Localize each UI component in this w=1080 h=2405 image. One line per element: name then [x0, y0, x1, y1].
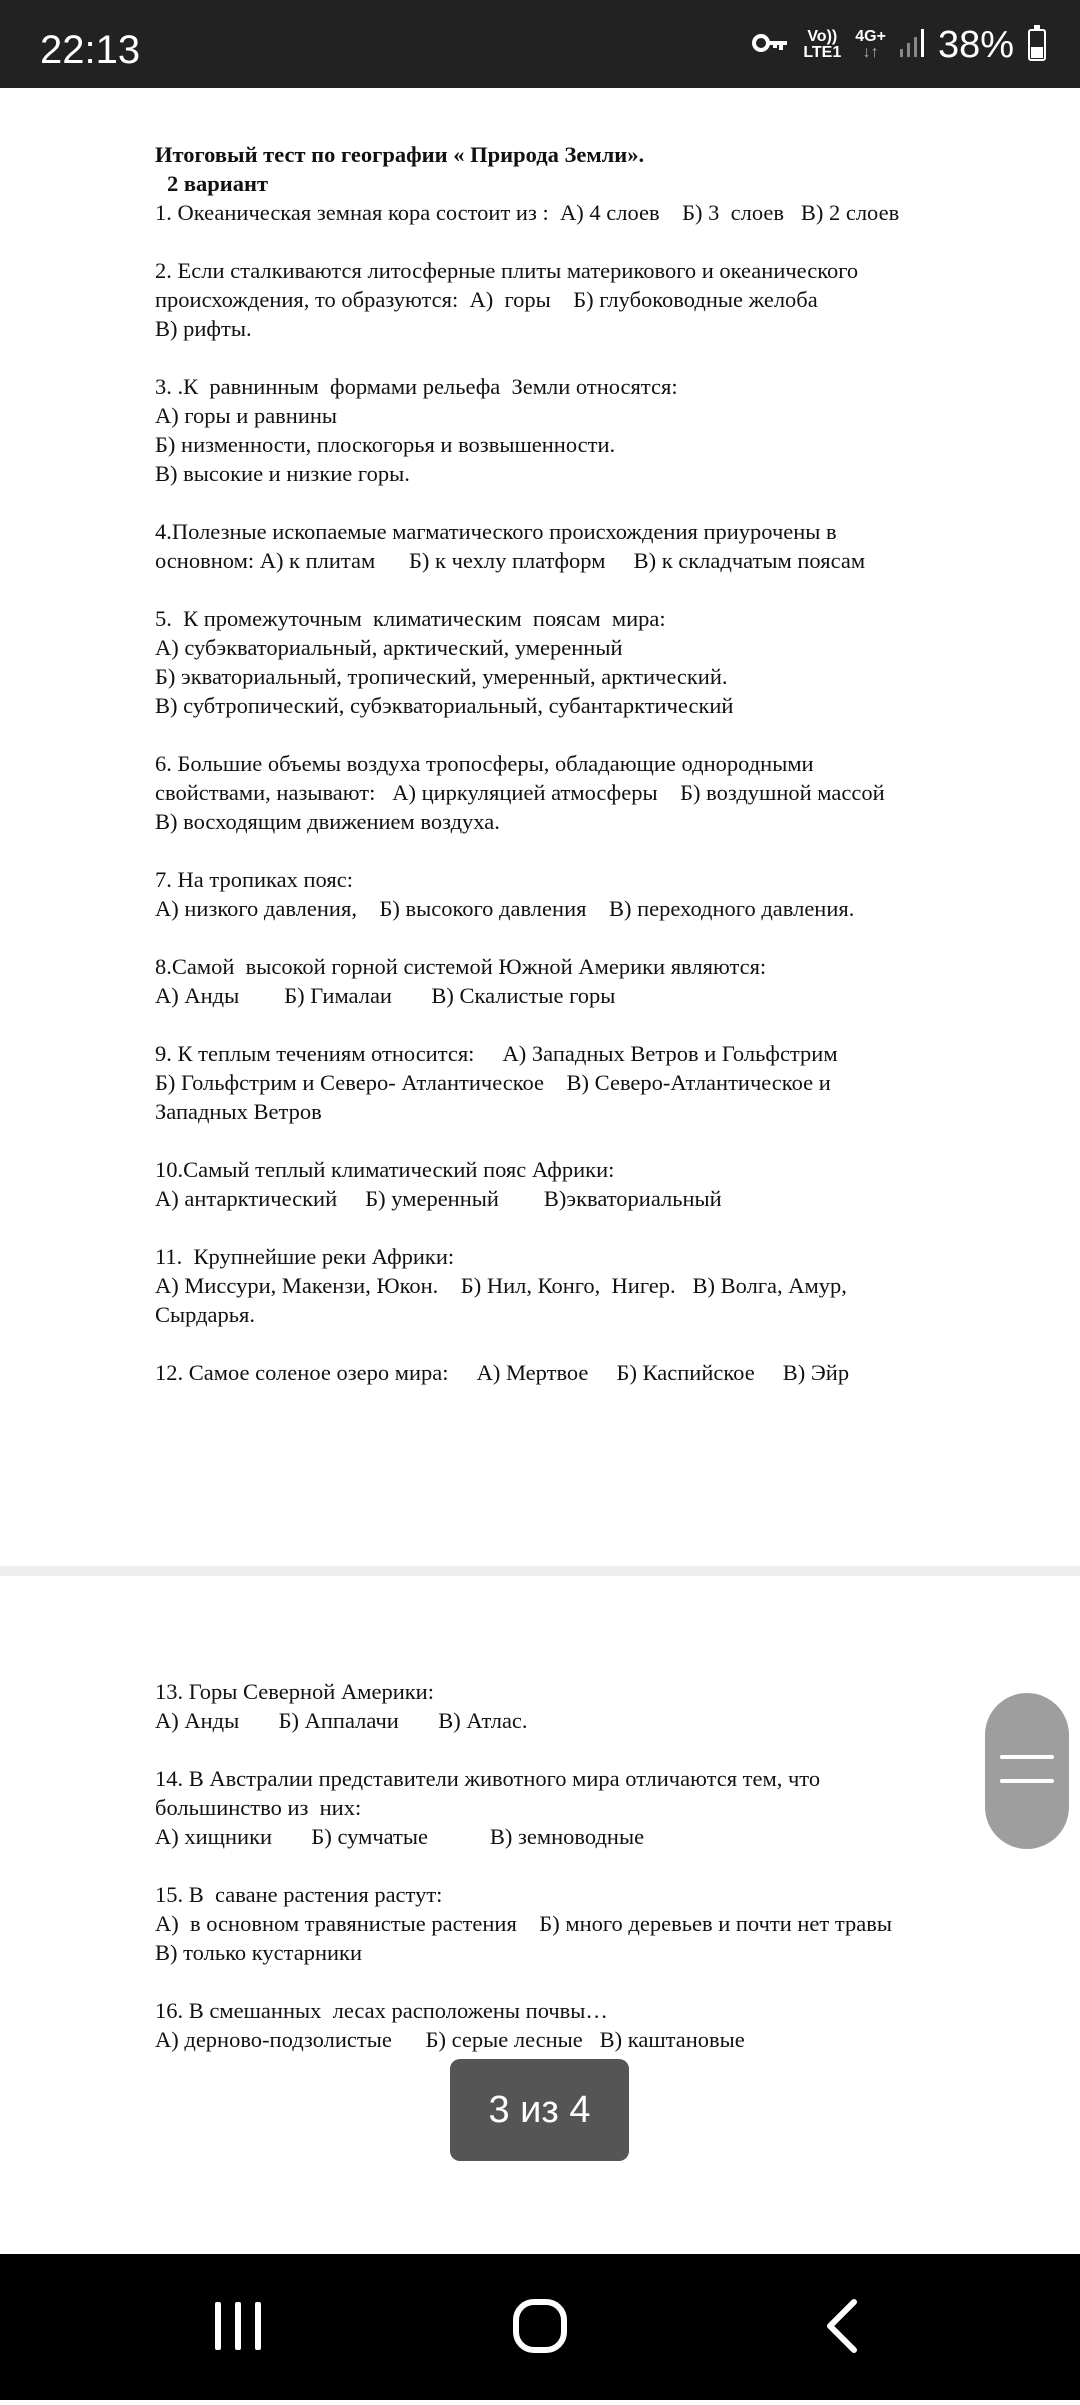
status-icons — [751, 20, 1046, 70]
page-1-content — [155, 140, 1015, 1416]
question-line: А) в основном травянистые растения Б) много деревьев и почти нет травы — [155, 1911, 892, 1936]
question-block — [155, 1242, 1015, 1329]
question-block — [155, 749, 1015, 836]
scroll-handle-line — [1000, 1755, 1054, 1759]
question-line: 3. .К равнинным формами рельефа Земли относятся: — [155, 374, 678, 399]
home-icon — [440, 2254, 640, 2400]
question-block — [155, 198, 1015, 227]
question-line: большинство из них: — [155, 1795, 362, 1820]
battery-icon — [1028, 29, 1046, 61]
question-line: 6. Большие объемы воздуха тропосферы, обладающие однородными — [155, 751, 814, 776]
question-block — [155, 1358, 1015, 1387]
question-line: Сырдарья. — [155, 1302, 255, 1327]
question-line: Западных Ветров — [155, 1099, 322, 1124]
page-indicator: 3 из 4 — [450, 2059, 629, 2161]
question-line: 10.Самый теплый климатический пояс Африки: — [155, 1157, 615, 1182]
network-type: 4G+ ↓↑ — [855, 28, 886, 61]
question-block — [155, 372, 1015, 488]
question-line: В) субтропический, субэкваториальный, субантарктический — [155, 693, 734, 718]
question-line: В) рифты. — [155, 316, 252, 341]
question-line: А) Миссури, Макензи, Юкон. Б) Нил, Конго, Нигер. В) Волга, Амур, — [155, 1273, 847, 1298]
back-icon — [742, 2254, 942, 2400]
question-line: А) Анды Б) Гималаи В) Скалистые горы — [155, 983, 616, 1008]
question-block — [155, 1880, 1015, 1967]
scroll-handle-line — [1000, 1779, 1054, 1783]
question-line: А) антарктический Б) умеренный В)экваториальный — [155, 1186, 722, 1211]
recent-apps-icon — [138, 2254, 338, 2400]
question-block — [155, 517, 1015, 575]
question-block — [155, 604, 1015, 720]
home-button[interactable] — [440, 2254, 640, 2400]
question-block — [155, 952, 1015, 1010]
page-separator — [0, 1566, 1080, 1576]
question-line: А) горы и равнины — [155, 403, 338, 428]
question-line: 8.Самой высокой горной системой Южной Америки являются: — [155, 954, 767, 979]
question-line: 2. Если сталкиваются литосферные плиты материкового и океанического — [155, 258, 859, 283]
status-time: 22:13 — [40, 28, 141, 72]
question-line: 5. К промежуточным климатическим поясам мира: — [155, 606, 666, 631]
question-line: Б) Гольфстрим и Северо- Атлантическое В) Северо-Атлантическое и — [155, 1070, 831, 1095]
question-line: 11. Крупнейшие реки Африки: — [155, 1244, 455, 1269]
signal-icon — [900, 29, 924, 62]
question-line: 4.Полезные ископаемые магматического происхождения приурочены в — [155, 519, 837, 544]
fast-scroll-handle[interactable] — [985, 1693, 1069, 1849]
question-block — [155, 1039, 1015, 1126]
vpn-key-icon — [751, 32, 789, 59]
question-line: основном: А) к плитам Б) к чехлу платформ В) к складчатым поясам — [155, 548, 866, 573]
question-line: А) низкого давления, Б) высокого давления В) переходного давления. — [155, 896, 855, 921]
back-button[interactable] — [742, 2254, 942, 2400]
question-line: А) Анды Б) Аппалачи В) Атлас. — [155, 1708, 528, 1733]
question-block — [155, 1155, 1015, 1213]
question-block — [155, 1677, 1015, 1735]
question-line: 14. В Австралии представители животного мира отличаются тем, что — [155, 1766, 821, 1791]
question-line: 16. В смешанных лесах расположены почвы… — [155, 1998, 608, 2023]
question-line: В) высокие и низкие горы. — [155, 461, 410, 486]
test-variant: 2 вариант — [167, 171, 269, 196]
question-line: 13. Горы Северной Америки: — [155, 1679, 434, 1704]
navigation-bar — [0, 2254, 1080, 2400]
question-line: 12. Самое соленое озеро мира: А) Мертвое Б) Каспийское В) Эйр — [155, 1360, 850, 1385]
recent-apps-button[interactable] — [138, 2254, 338, 2400]
question-block — [155, 256, 1015, 343]
question-line: свойствами, называют: А) циркуляцией атмосферы Б) воздушной массой — [155, 780, 885, 805]
question-line: В) только кустарники — [155, 1940, 363, 1965]
volte-indicator: Vo)) LTE1 — [803, 28, 842, 61]
question-line: А) субэкваториальный, арктический, умеренный — [155, 635, 623, 660]
battery-level — [1031, 47, 1043, 58]
question-line: 7. На тропиках пояс: — [155, 867, 353, 892]
test-title: Итоговый тест по географии « Природа Земли». — [155, 142, 645, 167]
question-line: происхождения, то образуются: А) горы Б) глубоководные желоба — [155, 287, 818, 312]
question-block — [155, 865, 1015, 923]
question-line: 9. К теплым течениям относится: А) Западных Ветров и Гольфстрим — [155, 1041, 838, 1066]
question-line: 1. Океаническая земная кора состоит из : А) 4 слоев Б) 3 слоев В) 2 слоев — [155, 200, 900, 225]
question-block — [155, 1996, 1015, 2054]
battery-percent: 38% — [937, 24, 1014, 66]
document-page-1[interactable] — [0, 88, 1080, 1566]
status-bar — [0, 0, 1080, 88]
question-block — [155, 1764, 1015, 1851]
question-line: 15. В саване растения растут: — [155, 1882, 443, 1907]
question-line: Б) экваториальный, тропический, умеренный, арктический. — [155, 664, 728, 689]
question-line: А) дерново-подзолистые Б) серые лесные В) каштановые — [155, 2027, 745, 2052]
question-line: В) восходящим движением воздуха. — [155, 809, 500, 834]
question-line: А) хищники Б) сумчатые В) земноводные — [155, 1824, 645, 1849]
page-2-content — [155, 1677, 1015, 2083]
question-line: Б) низменности, плоскогорья и возвышенности. — [155, 432, 616, 457]
